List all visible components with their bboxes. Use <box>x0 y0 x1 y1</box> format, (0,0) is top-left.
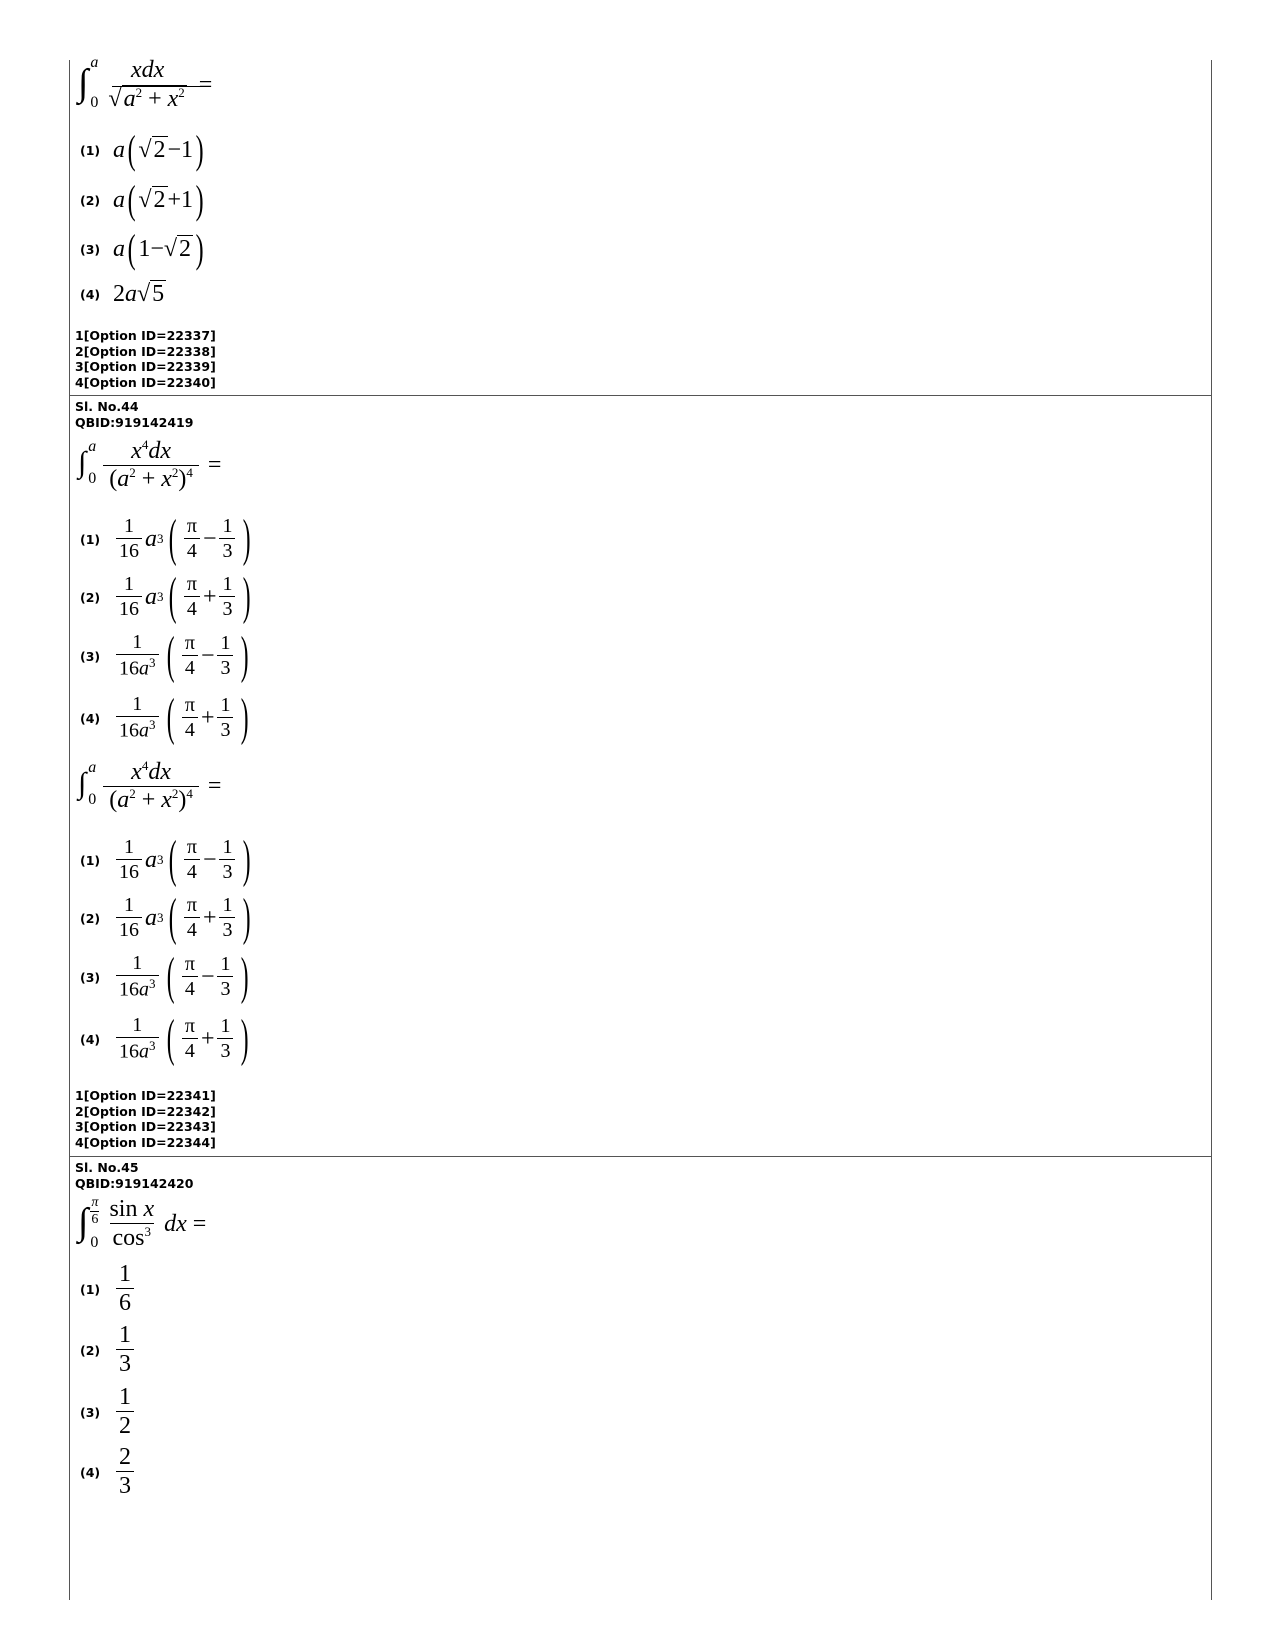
row-separator <box>69 1156 1211 1157</box>
q44-option-1-duplicate: (1) $\frac{1}{16}$ a 3 ( $\frac{\pi}{4}$ − $\frac{1}{3}$ ) <box>80 831 252 888</box>
q44-option-3-duplicate: (3) $\frac{1}{16a^3}$ ( $\frac{\pi}{4}$ − $\frac{1}{3}$ ) <box>80 948 250 1005</box>
qbid: QBID:919142419 <box>75 415 194 430</box>
q45-header <box>75 1160 193 1192</box>
option-number: (2) <box>80 589 101 605</box>
option-number: (2) <box>80 910 101 926</box>
q44-option-2: (2) $\frac{1}{16}$ a 3 ( $\frac{\pi}{4}$ + $\frac{1}{3}$ ) <box>80 568 252 625</box>
option-number: (4) <box>80 286 101 302</box>
q44-header <box>75 399 193 431</box>
q43-option-2: (2) a ( √ 2 +1 ) <box>80 177 204 222</box>
option-number: (1) <box>80 531 101 547</box>
q43-option-1: (1) a ( √ 2 −1 ) <box>80 127 204 172</box>
serial-number: Sl. No.44 <box>75 399 139 414</box>
option-number: (2) <box>80 1342 101 1358</box>
option-number: (3) <box>80 241 101 257</box>
q43-option-4: (4) 2 a √ 5 <box>80 280 165 307</box>
q44-option-2-duplicate: (2) $\frac{1}{16}$ a 3 ( $\frac{\pi}{4}$ + $\frac{1}{3}$ ) <box>80 889 252 946</box>
option-number: (4) <box>80 710 101 726</box>
q44-option-1: (1) $\frac{1}{16}$ a 3 ( $\frac{\pi}{4}$ − $\frac{1}{3}$ ) <box>80 510 252 567</box>
q43-option-ids <box>75 328 216 390</box>
option-number: (4) <box>80 1031 101 1047</box>
q45-option-4: (4) $\frac{2}{3}$ <box>80 1445 137 1500</box>
qbid: QBID:919142420 <box>75 1176 194 1191</box>
q44-option-ids <box>75 1088 216 1150</box>
option-number: (1) <box>80 852 101 868</box>
option-id: 1[Option ID=22341] <box>75 1088 216 1103</box>
option-id: 2[Option ID=22338] <box>75 343 216 359</box>
q45-option-1: (1) $\frac{1}{6}$ <box>80 1262 137 1317</box>
row-separator <box>69 395 1211 396</box>
option-number: (3) <box>80 969 101 985</box>
q45-option-3: (3) $\frac{1}{2}$ <box>80 1385 137 1440</box>
q44-option-4: (4) $\frac{1}{16a^3}$ ( $\frac{\pi}{4}$ + $\frac{1}{3}$ ) <box>80 689 250 746</box>
option-number: (3) <box>80 1404 101 1420</box>
q44-question-duplicate: ∫ a 0 $\frac{x^4dx}{(a^2 + x^2)^4}$ = <box>78 758 222 814</box>
q43-option-3: (3) a ( 1− √ 2 ) <box>80 226 204 271</box>
q43-question: ∫ a 0 xdx √ $a^2 + x^2$ = <box>78 54 213 113</box>
serial-number: Sl. No.45 <box>75 1160 139 1175</box>
option-id: 3[Option ID=22343] <box>75 1119 216 1134</box>
q44-question: ∫ a 0 $\frac{x^4dx}{(a^2 + x^2)^4}$ = <box>78 437 222 493</box>
option-id: 2[Option ID=22342] <box>75 1103 216 1119</box>
q45-option-2: (2) $\frac{1}{3}$ <box>80 1323 137 1378</box>
option-id: 1[Option ID=22337] <box>75 328 216 343</box>
q45-question: ∫ $\frac{\pi}{6}$ 0 $\frac{\text{sin x}}{\cos^3}$ dx = <box>78 1195 207 1251</box>
option-id: 4[Option ID=22340] <box>75 374 216 390</box>
question-table-frame <box>69 54 1212 1600</box>
option-id: 4[Option ID=22344] <box>75 1134 216 1150</box>
option-number: (1) <box>80 1281 101 1297</box>
q44-option-4-duplicate: (4) $\frac{1}{16a^3}$ ( $\frac{\pi}{4}$ + $\frac{1}{3}$ ) <box>80 1010 250 1067</box>
option-number: (1) <box>80 142 101 158</box>
option-id: 3[Option ID=22339] <box>75 359 216 374</box>
fraction-bar <box>112 86 210 87</box>
option-number: (4) <box>80 1464 101 1480</box>
q44-option-3: (3) $\frac{1}{16a^3}$ ( $\frac{\pi}{4}$ − $\frac{1}{3}$ ) <box>80 627 250 684</box>
option-number: (2) <box>80 192 101 208</box>
option-number: (3) <box>80 648 101 664</box>
